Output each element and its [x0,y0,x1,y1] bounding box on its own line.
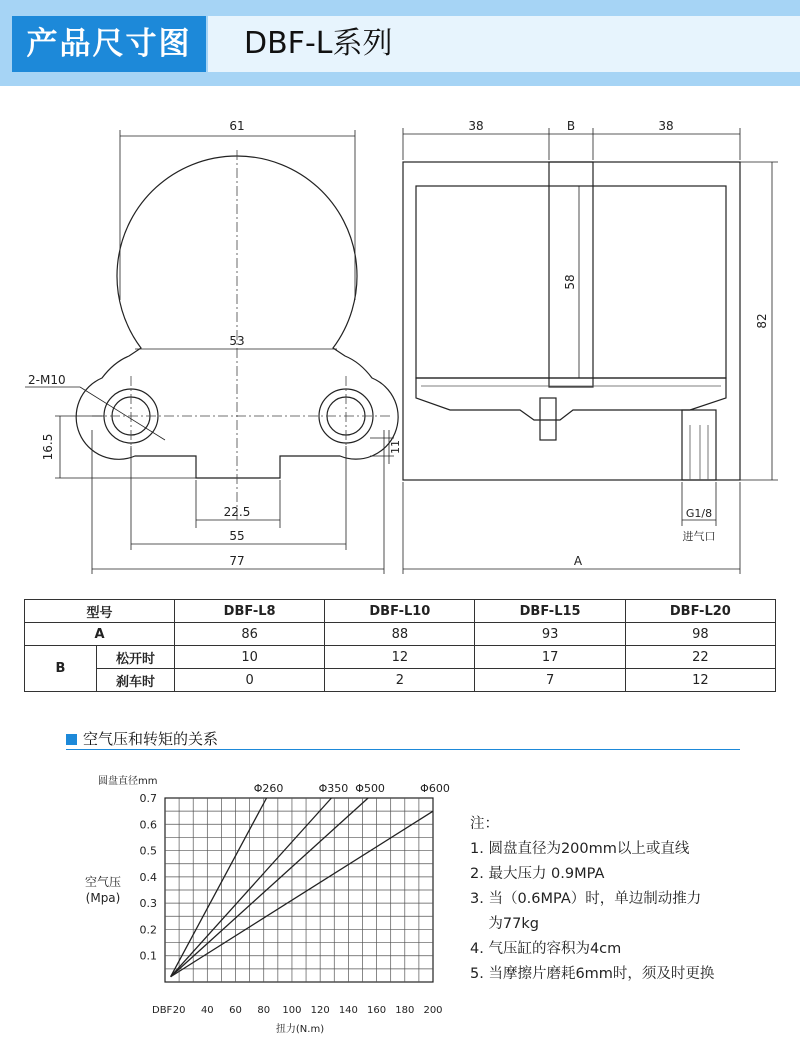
y-tick-label: 0.1 [139,949,157,963]
y-tick-label: 0.3 [139,897,157,911]
dim-notch: 22.5 [223,505,251,519]
chart-xlabel: 扭力(N.m) [275,1024,325,1035]
table-cell: 98 [625,623,775,646]
dim-mid-width: 53 [229,334,245,348]
table-cell: 10 [175,646,325,669]
y-tick-label: 0.4 [139,870,157,884]
air-port [682,410,716,480]
x-tick-label: 20 [172,1005,186,1016]
series-label: Φ260 [253,782,284,795]
table-row-b-label: B [25,646,97,692]
dim-side-left: 38 [468,119,484,133]
side-center-nut [540,398,556,440]
dim-side-middle: B [566,119,576,133]
y-tick-label: 0.2 [139,923,157,937]
side-bottom-plate [416,378,726,420]
section-title-text: 空气压和转矩的关系 [83,730,219,748]
x-tick-label: 40 [200,1005,214,1016]
dim-top-width: 61 [229,119,245,133]
series-line [171,811,433,977]
table-header-model: 型号 [25,600,175,623]
section-divider [66,749,740,750]
table-cell: 12 [625,669,775,692]
header-tag: 产品尺寸图 [12,16,206,72]
dim-side-right: 38 [658,119,674,133]
table-header-row [25,600,776,623]
table-cell: 2 [325,669,475,692]
table-row-b2-label: 刹车时 [97,669,175,692]
table-row-b1 [25,646,776,669]
dim-hole-span: 55 [229,529,245,543]
chart-top-label: 圆盘直径mm [98,776,158,787]
dim-overall-width: 77 [229,554,245,568]
note-item: 5. 当摩擦片磨耗6mm时，须及时更换 [470,966,715,982]
pressure-torque-chart [0,763,460,1053]
section-marker-icon [66,734,77,745]
side-view-frame [403,162,740,480]
table-cell: 12 [325,646,475,669]
x-tick-label: 180 [395,1005,415,1016]
x-tick-label: 80 [257,1005,271,1016]
series-line [171,798,368,977]
x-tick-label: 140 [338,1005,358,1016]
header-series: DBF-L系列 [208,16,800,72]
notes-panel [470,812,714,987]
series-label: Φ500 [355,782,385,795]
chart-ylabel-line1: 空气压 [84,875,122,889]
x-tick-label: 200 [423,1005,443,1016]
dim-inner-height: 58 [563,274,577,290]
dim-port-label: 进气口 [682,530,716,543]
notes-title: 注： [470,816,499,832]
note-item: 2. 最大压力 0.9MPA [470,866,605,882]
note-item: 1. 圆盘直径为200mm以上或直线 [470,841,690,857]
table-model-1: DBF-L8 [175,600,325,623]
y-tick-label: 0.7 [139,792,157,805]
x-tick-label: 160 [367,1005,387,1016]
note-item: 为77kg [470,916,539,932]
series-label: Φ600 [420,782,450,795]
header-banner [0,0,800,86]
table-cell: 93 [475,623,625,646]
table-row-b1-label: 松开时 [97,646,175,669]
dim-right-height: 11 [389,440,402,454]
technical-drawing [0,86,800,686]
y-tick-label: 0.6 [139,818,157,832]
series-line [171,798,267,977]
table-model-4: DBF-L20 [625,600,775,623]
dim-left-height: 16.5 [41,433,55,461]
section-title [66,728,218,749]
table-model-3: DBF-L15 [475,600,625,623]
table-model-2: DBF-L10 [325,600,475,623]
table-cell: 22 [625,646,775,669]
chart-x-corner-label: DBF [152,1005,173,1016]
dim-port-thread: G1/8 [685,507,713,520]
table-cell: 7 [475,669,625,692]
y-tick-label: 0.5 [139,844,157,858]
spec-table [24,599,776,692]
note-item: 4. 气压缸的容积为4cm [470,941,622,957]
table-cell: 17 [475,646,625,669]
table-cell: 0 [175,669,325,692]
series-label: Φ350 [318,782,349,795]
table-row-a-label: A [25,623,175,646]
table-cell: 88 [325,623,475,646]
x-tick-label: 120 [310,1005,330,1016]
dim-side-width: A [573,554,583,568]
x-tick-label: 100 [282,1005,302,1016]
chart-ylabel-line2: (Mpa) [85,891,121,905]
dim-overall-height: 82 [755,313,769,329]
series-line [171,798,332,977]
x-tick-label: 60 [229,1005,242,1016]
dim-hole-label: 2-M10 [28,373,66,387]
chart-series [171,798,433,977]
table-row-b2 [25,669,776,692]
table-cell: 86 [175,623,325,646]
table-row-a [25,623,776,646]
note-item: 3. 当（0.6MPA）时，单边制动推力 [470,891,702,907]
